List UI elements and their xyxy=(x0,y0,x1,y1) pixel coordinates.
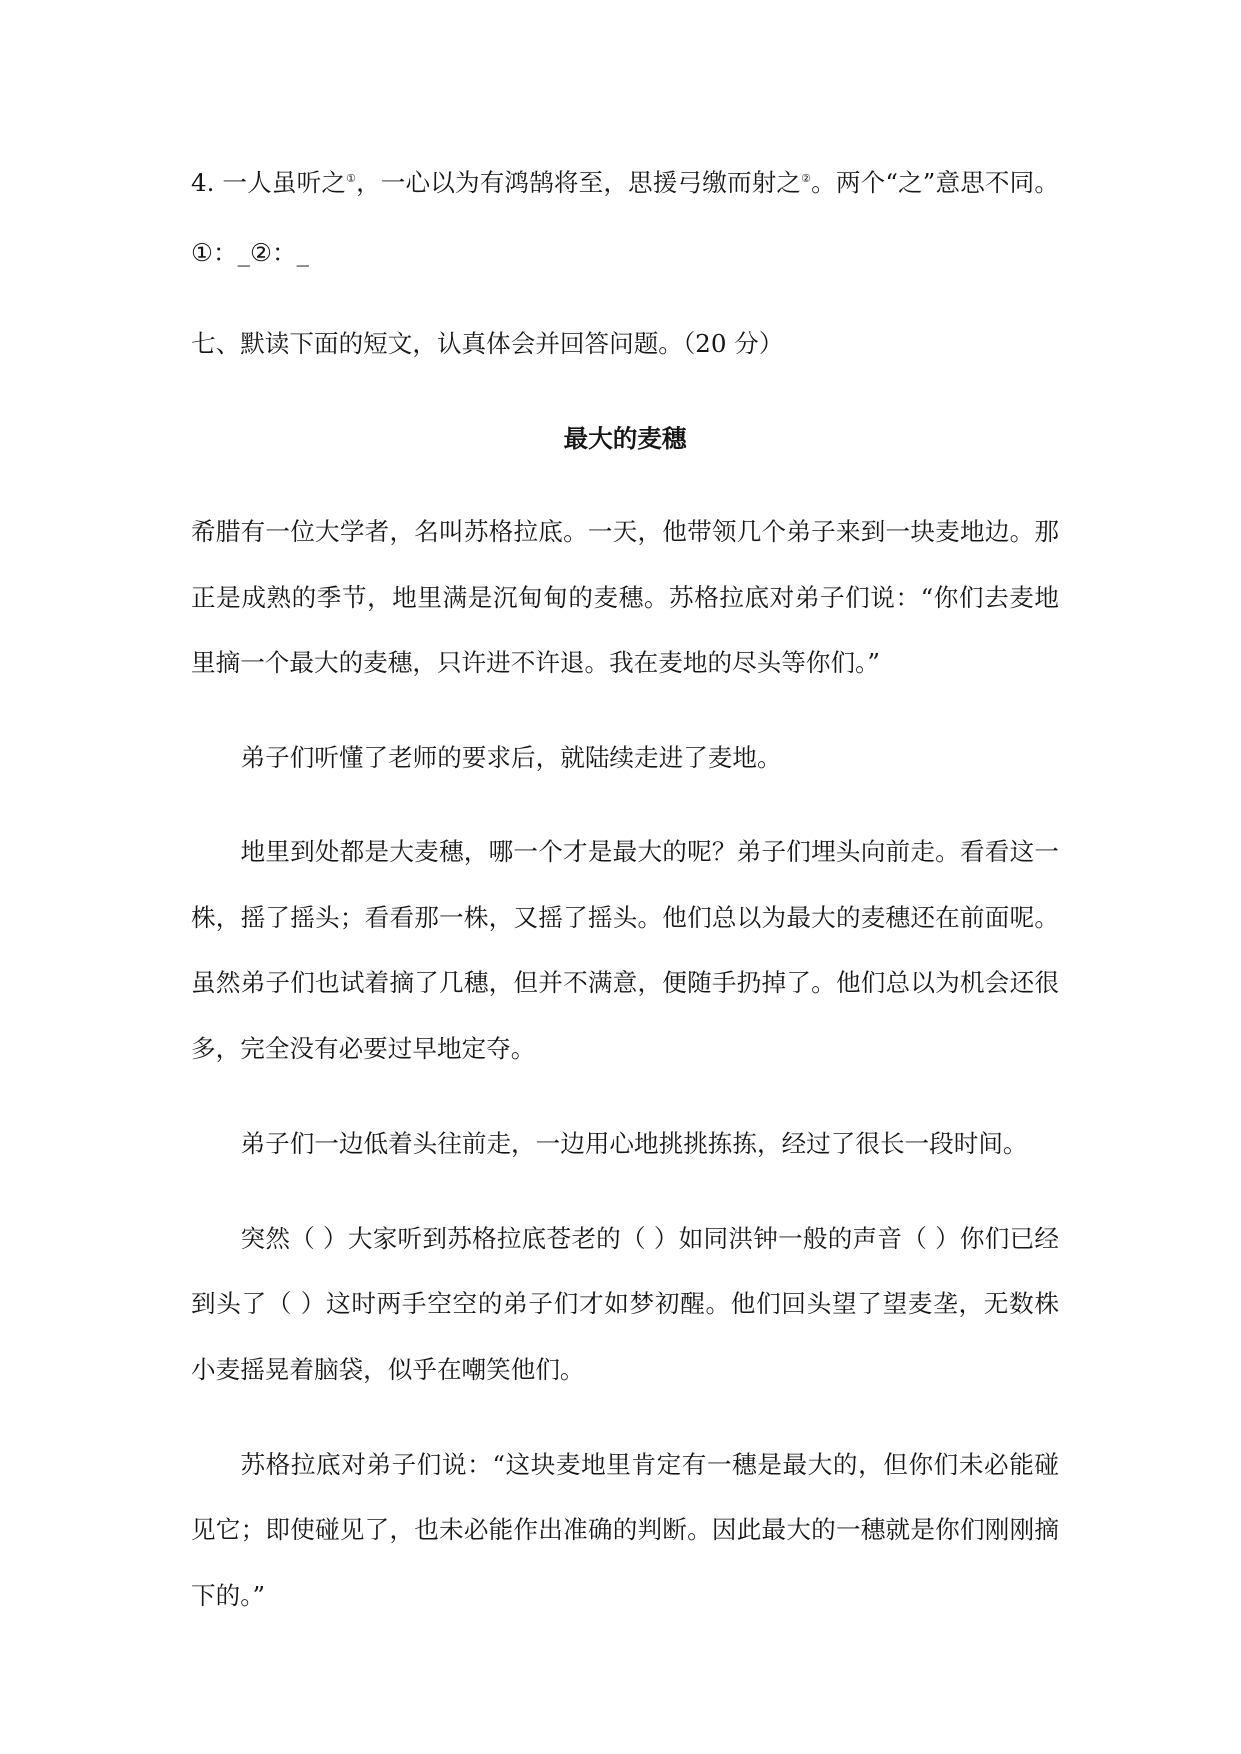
question-4-answer-blanks: ①：_②：_ xyxy=(191,238,309,267)
paragraph-3-line-2: 株，摇了摇头；看看那一株，又摇了摇头。他们总以为最大的麦穗还在前面呢。 xyxy=(191,903,1059,932)
question-4-text-part1: 4. 一人虽听之 xyxy=(191,168,347,197)
paragraph-6-line-2: 见它；即使碰见了，也未必能作出准确的判断。因此最大的一穗就是你们刚刚摘 xyxy=(191,1515,1059,1544)
passage-title: 最大的麦穗 xyxy=(563,424,687,453)
paragraph-4-line-1: 弟子们一边低着头往前走，一边用心地挑挑拣拣，经过了很长一段时间。 xyxy=(240,1129,1028,1158)
paragraph-5-line-3: 小麦摇晃着脑袋，似乎在嘲笑他们。 xyxy=(191,1355,585,1384)
paragraph-5-line-2: 到头了（ ）这时两手空空的弟子们才如梦初醒。他们回头望了望麦垄，无数株 xyxy=(191,1289,1059,1318)
paragraph-1-line-3: 里摘一个最大的麦穗，只许进不许退。我在麦地的尽头等你们。” xyxy=(191,648,880,677)
paragraph-3-line-4: 多，完全没有必要过早地定夺。 xyxy=(191,1034,536,1063)
paragraph-5-line-1: 突然（ ）大家听到苏格拉底苍老的（ ）如同洪钟一般的声音（ ）你们已经 xyxy=(240,1224,1059,1253)
footnote-mark-1: ① xyxy=(346,172,357,185)
paragraph-3-line-3: 虽然弟子们也试着摘了几穗，但并不满意，便随手扔掉了。他们总以为机会还很 xyxy=(191,968,1059,997)
paragraph-6-line-3: 下的。” xyxy=(191,1581,266,1610)
paragraph-6-line-1: 苏格拉底对弟子们说：“这块麦地里肯定有一穗是最大的，但你们未必能碰 xyxy=(240,1450,1059,1479)
paragraph-2-line-1: 弟子们听懂了老师的要求后，就陆续走进了麦地。 xyxy=(240,743,782,772)
question-4-line xyxy=(191,167,1059,199)
question-4-text-part2: ，一心以为有鸿鹄将至，思援弓缴而射之 xyxy=(356,168,802,197)
paragraph-1-line-1: 希腊有一位大学者，名叫苏格拉底。一天，他带领几个弟子来到一块麦地边。那 xyxy=(191,517,1059,546)
question-4-text-part3: 。两个“之”意思不同。 xyxy=(811,168,1059,197)
paragraph-3-line-1: 地里到处都是大麦穗，哪一个才是最大的呢？弟子们埋头向前走。看看这一 xyxy=(240,837,1059,866)
paragraph-1-line-2: 正是成熟的季节，地里满是沉甸甸的麦穗。苏格拉底对弟子们说：“你们去麦地 xyxy=(191,583,1059,612)
section-7-heading: 七、默读下面的短文，认真体会并回答问题。（20 分） xyxy=(191,329,784,358)
footnote-mark-2: ② xyxy=(801,172,812,185)
